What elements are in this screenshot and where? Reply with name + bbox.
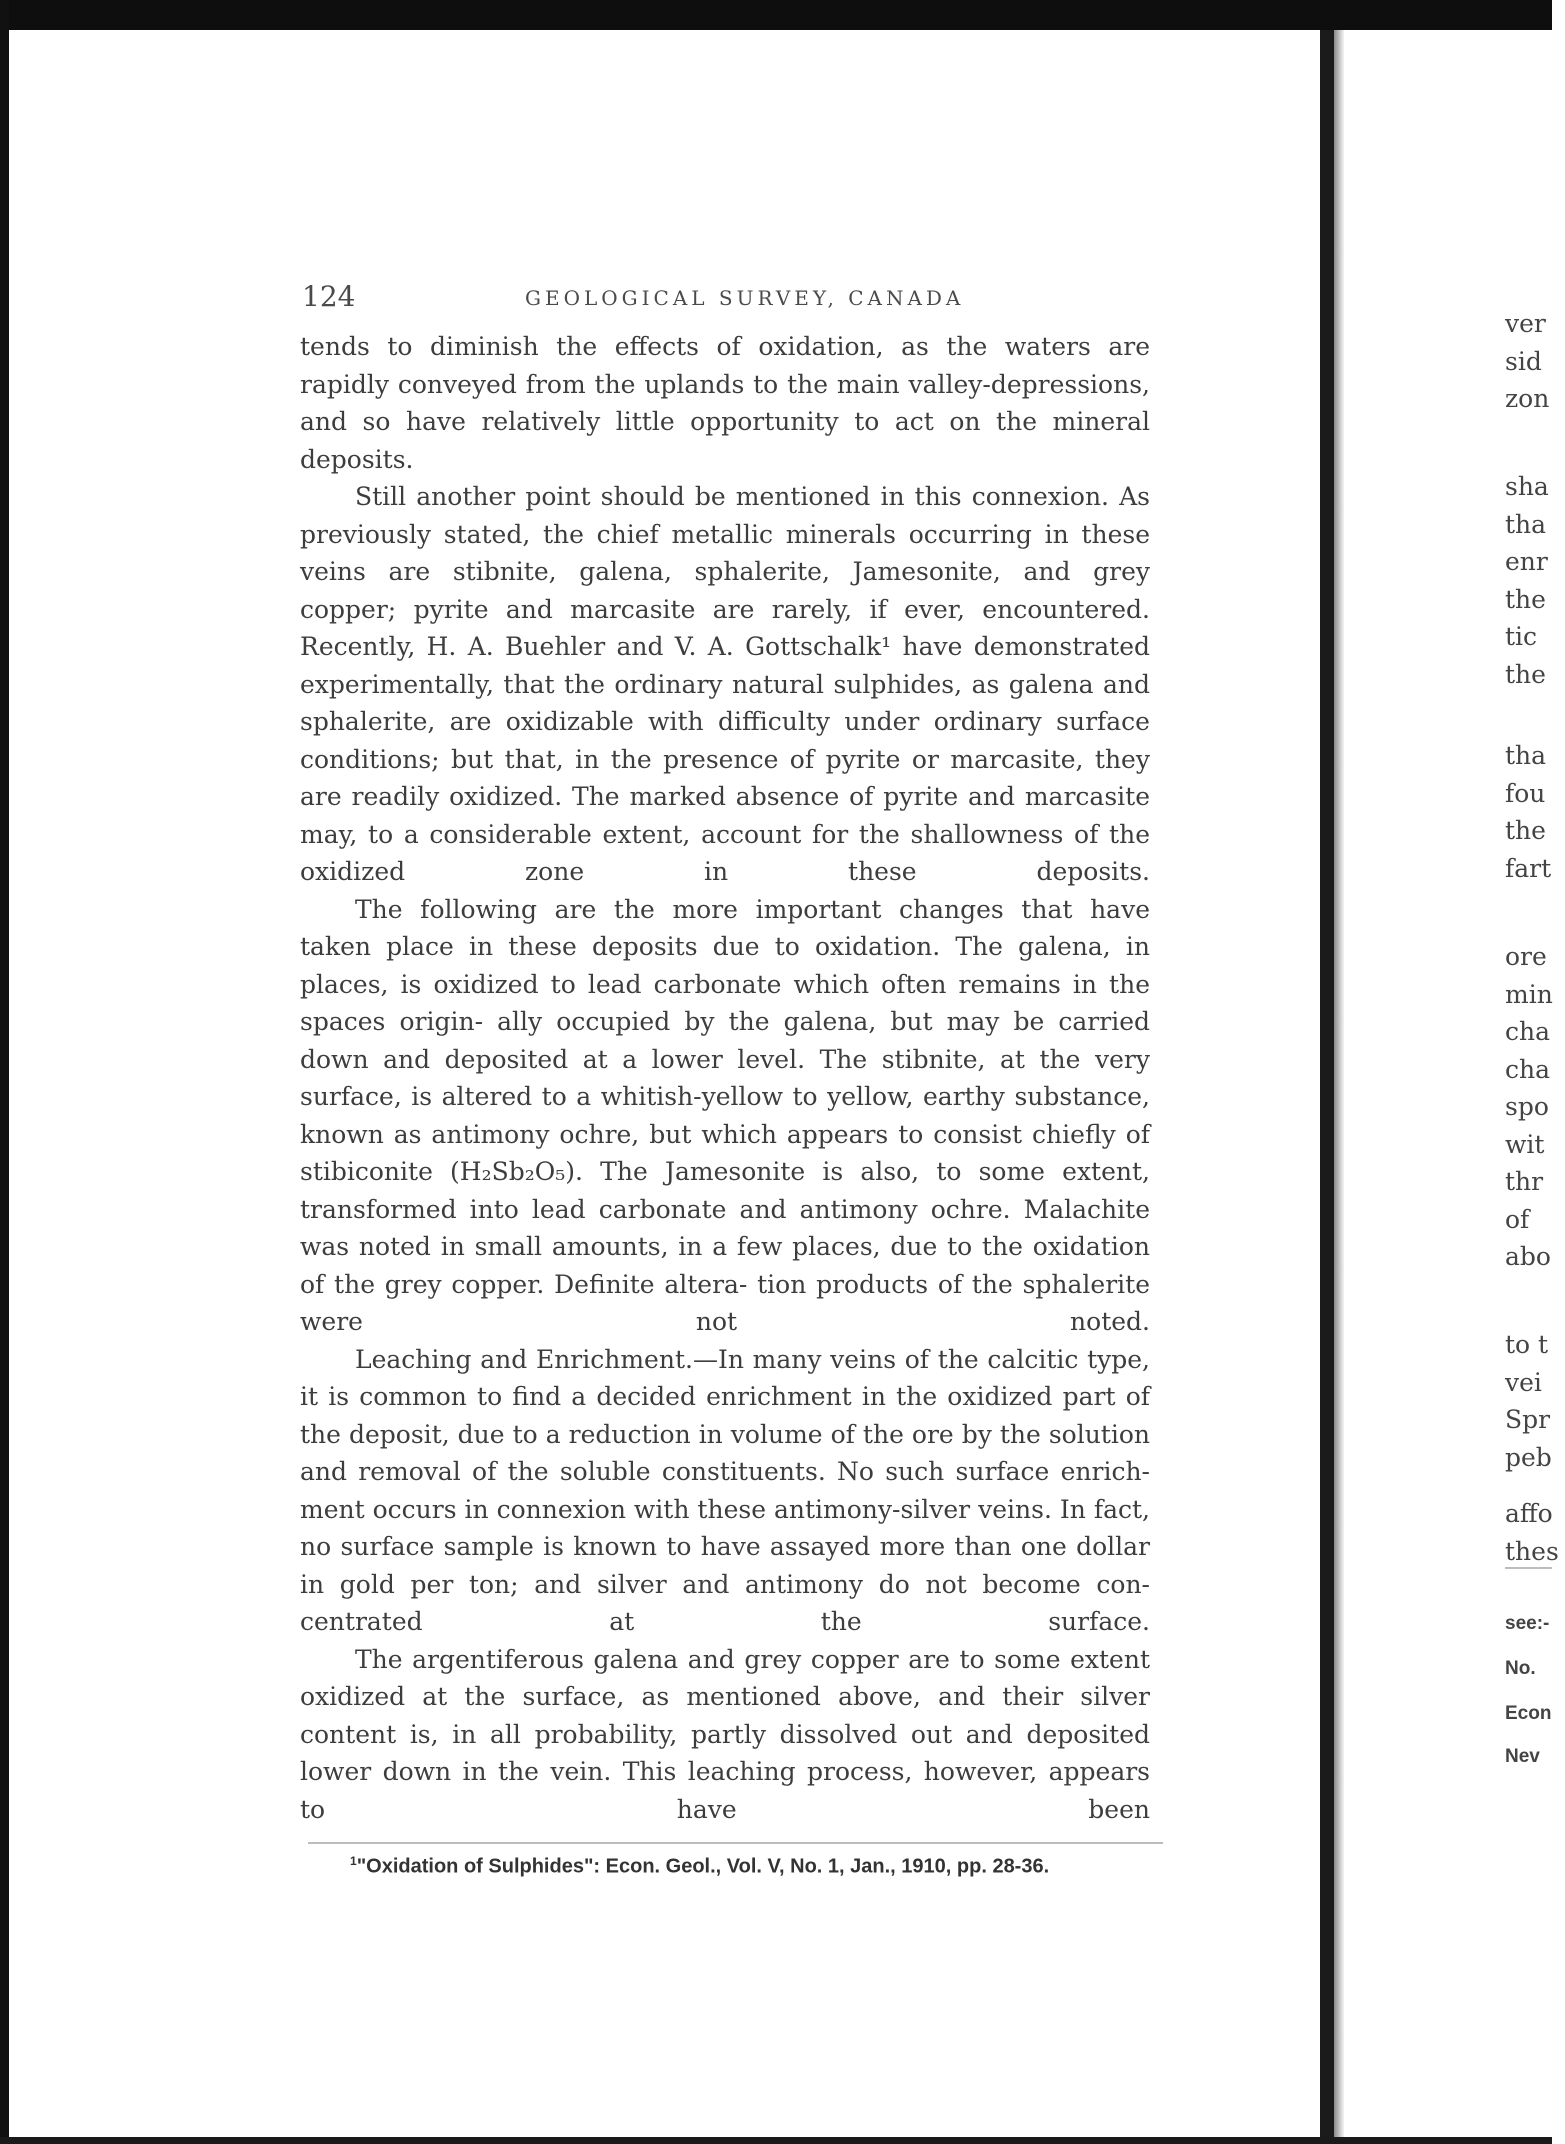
right-page-fragment: spo [1505,1092,1549,1121]
right-page-fragment: tha [1505,510,1547,539]
text-line: ally occupied by the galena, but may be carried down and deposited [300,1007,1150,1074]
right-page-fragment: fart [1505,854,1552,883]
text-line: tion products of the sphalerite were not noted. [300,1269,1150,1336]
text-line: oxidized to lead carbonate which often remains in the spaces origin- [300,969,1150,1036]
text-line: that, in the presence of pyrite or marcasite, they are readily oxidized. [300,744,1150,811]
scan-left-border [0,0,9,2144]
right-page-fragment: fou [1505,779,1546,808]
right-page-fragment: ore [1505,942,1547,971]
text-line: at a lower level. The stibnite, at the very surface, is altered to a [300,1044,1150,1111]
gutter-shadow [1334,30,1344,2137]
text-line: Buehler and V. A. Gottschalk¹ have demonstrated experimentally, [300,632,1150,699]
text-line: fact, no surface sample is known to have assayed more than one [300,1494,1150,1561]
footnote-divider [308,1842,1163,1844]
right-page-fragment: thr [1505,1167,1544,1196]
right-page-footnote-fragment: see:- [1505,1613,1550,1634]
right-page-fragment: affo [1505,1499,1553,1528]
text-line: oxidized at the surface, as mentioned above, and their silver content [300,1682,1150,1749]
right-page-fragment: cha [1505,1017,1551,1046]
text-line: Still another point should be mentioned in this connexion. As [355,482,1150,511]
text-line: The following are the more important changes that have taken [300,894,1150,961]
text-line: The argentiferous galena and grey copper are to some extent [355,1644,1150,1674]
right-page-fragment: tic [1505,622,1538,651]
right-page-fragment: the [1505,816,1546,845]
text-line: dollar in gold per ton; and silver and antimony do not become con- [300,1532,1150,1599]
text-line: pyrite and marcasite are rarely, if ever, encountered. Recently, H. A. [300,594,1150,661]
text-line: but which appears to consist chiefly of stibiconite (H₂Sb₂O₅). The [300,1119,1150,1186]
right-page-fragment: vei [1505,1368,1542,1397]
right-page-footnote-fragment: No. [1505,1658,1536,1679]
right-page-fragment: abo [1505,1242,1551,1271]
text-line: in the vein. This leaching process, however, appears to have been [300,1757,1151,1824]
right-page-footnote-fragment: Nev [1505,1746,1540,1767]
text-line: have relatively little opportunity to act on the mineral deposits. [300,407,1150,474]
paragraph-4 [300,1341,1150,1641]
text-line: oxidizable with difficulty under ordinary surface conditions; but [300,707,1150,774]
text-line: the deposit, due to a reduction in volume of the ore by the solution [300,1419,1150,1449]
right-page-fragment: wit [1505,1130,1545,1159]
footnote-marker: 1 [350,1854,357,1868]
right-page-fragment: tha [1505,741,1547,770]
right-page-fragment: to t [1505,1330,1549,1359]
text-line: Leaching and Enrichment.—In many veins of the calcitic type, [355,1344,1150,1374]
text-line: that the ordinary natural sulphides, as galena and sphalerite, are [300,669,1150,736]
book-gutter [1320,30,1334,2137]
paragraph-5 [300,1641,1150,1829]
text-line: and antimony ochre. Malachite was noted in small amounts, in a [300,1194,1150,1261]
text-line: few places, due to the oxidation of the grey copper. Definite altera- [300,1232,1150,1299]
text-line: place in these deposits due to oxidation. The galena, in places, is [300,932,1150,999]
scan-top-border [0,0,1552,30]
right-page-fragment: sha [1505,472,1549,501]
right-page-fragment: min [1505,980,1553,1009]
right-page-fragment: Spr [1505,1405,1551,1434]
text-line: The marked absence of pyrite and marcasite may, to a considerable [300,782,1150,849]
right-page-fragment: sid [1505,347,1542,376]
footnote [350,1854,1150,1879]
text-line: deposits. [1036,857,1150,886]
right-page-fragment: ver [1505,309,1546,338]
text-line: extent, account for the shallowness of the oxidized zone in these [300,819,1150,886]
right-page-fragment: enr [1505,547,1548,576]
text-line: centrated at the surface. [300,1607,1150,1636]
right-page-fragment: the [1505,585,1546,614]
text-line: ment occurs in connexion with these antimony-silver veins. In [300,1494,1094,1524]
running-head: GEOLOGICAL SURVEY, CANADA [525,286,965,310]
text-line: Jamesonite is also, to some extent, transformed into lead carbonate [300,1157,1150,1224]
right-page-fragment: zon [1505,384,1550,413]
text-line: conveyed from the uplands to the main valley-depressions, and so [300,369,1150,436]
scan-bottom-border [0,2137,1552,2144]
text-line: veins are stibnite, galena, sphalerite, Jamesonite, and grey copper; [300,557,1150,624]
text-line: tends to diminish the effects of oxidation, as the waters are rapidly [300,332,1150,399]
text-line: is, in all probability, partly dissolved out and deposited lower down [300,1719,1150,1786]
text-line: and removal of the soluble constituents. No such surface enrich- [300,1457,1150,1486]
paragraph-3 [300,891,1150,1341]
right-page-footnote-divider [1505,1567,1552,1569]
text-line: it is common to find a decided enrichment in the oxidized part of [300,1382,1150,1411]
text-line: previously stated, the chief metallic minerals occurring in these [300,519,1150,549]
right-page-fragment: of [1505,1205,1530,1234]
right-page-fragment: cha [1505,1055,1551,1084]
text-line: whitish-yellow to yellow, earthy substance, known as antimony ochre, [300,1082,1150,1149]
right-page-fragment: peb [1505,1443,1552,1472]
footnote-text: "Oxidation of Sulphides": Econ. Geol., Vol. V, No. 1, Jan., 1910, pp. 28-36. [356,1855,1050,1878]
right-page-footnote-fragment: Econ [1505,1703,1552,1724]
page-number: 124 [302,280,356,313]
page-header [300,280,1150,328]
right-page-fragment: thes [1505,1537,1559,1566]
paragraph-1 [300,328,1150,478]
left-page [300,280,1150,1879]
right-page-fragment: the [1505,660,1546,689]
paragraph-2 [300,478,1150,891]
